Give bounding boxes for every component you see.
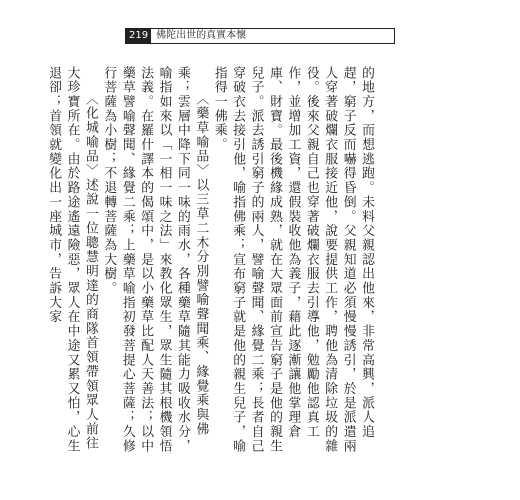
page-number: 219 xyxy=(126,29,151,43)
paragraph-phantom-city: 〈化城喻品〉述說一位聰慧明達的商隊首領帶領眾人前往大珍寶所在。由於路途遙遠險惡，眾人在中途又累又怕，心生退卻；首領就變化出一座城市，告訴大家 xyxy=(46,66,98,454)
book-title: 佛陀出世的真實本懷 xyxy=(156,30,247,41)
running-header xyxy=(125,28,395,44)
paragraph-medicinal-herbs: 〈藥草喻品〉以三草二木分別譬喻聲聞乘、緣覺乘與佛乘；雲層中降下同一味的雨水，各種藥草隨其能力吸收水分，喻指如來以「一相一味之法」來教化眾生，眾生隨其根機領悟法義。在羅什譯本的偈頌中，是以小藥草比配人天善法；以中藥草譬喻聲聞、緣覺二乘；上藥草喻指初發菩提心菩薩；久修行菩薩為小樹；不退轉菩薩為大樹。 xyxy=(101,66,209,454)
vertical-text-body xyxy=(46,66,375,461)
paragraph-parable-poor-son: 的地方，而想逃跑。未料父親認出他來，非常高興，派人追趕，窮子反而嚇得昏倒。父親知道必須慢慢誘引，於是派遣兩人穿著破爛衣服接近他，說要提供工作，聘他為清除垃圾的雜役。後來父親自己也穿著破爛衣服去引導他，勉勵他認真工作，並增加工資，還假裝收他為義子，藉此逐漸讓他掌理倉庫、財寶。最後機緣成熟，就在大眾面前宣告窮子是他的親生兒子。派去誘引窮子的兩人，譬喻聲聞、緣覺二乘；長者自己穿破衣去接引他，喻指佛乘；宣布窮子就是他的親生兒子，喻指得一佛乘。 xyxy=(211,66,374,454)
